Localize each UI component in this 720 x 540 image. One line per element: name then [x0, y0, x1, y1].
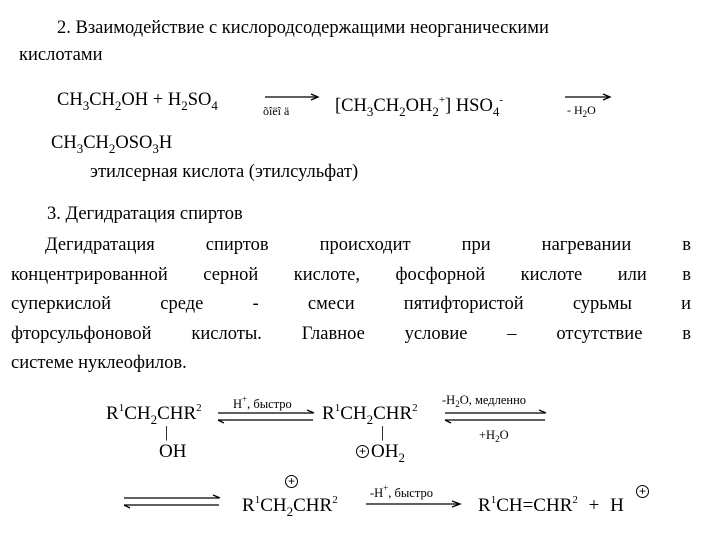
paragraph-line: Дегидратация спиртов происходит при нагревании в [45, 235, 691, 255]
step1-label: H+, быстро [233, 394, 292, 411]
equilibrium-arrow-1 [218, 410, 318, 426]
step2-label-top: $-H_2O$, медленно [442, 393, 527, 409]
paragraph-line: фторсульфоновой кислоты. Главное условие – отсутствие в [11, 323, 691, 344]
equilibrium-arrow-3 [124, 495, 224, 511]
scheme-alkene: $R^1CH=CHR^2 + H$ [478, 494, 624, 516]
equation-intermediate: $[CH_3CH_2OH_2^+]$ $HSO_4^-$ [335, 94, 503, 119]
scheme-oxonium: $R^1CH_2CHR^2$ [322, 402, 418, 427]
arrow-2-label: - $H_2O$ [567, 103, 596, 119]
paragraph-line: системе нуклеофилов. [11, 353, 187, 373]
arrow-1-label: õîëî ä [263, 104, 290, 118]
positive-charge-icon: + [356, 445, 369, 458]
section3-heading: 3. Дегидратация спиртов [47, 204, 243, 224]
section2-heading-line2: кислотами [19, 45, 103, 65]
product-formula: $CH_3CH_2OSO_3H$ [51, 133, 173, 156]
positive-charge-icon: + [285, 475, 298, 488]
scheme-oh2: $OH_2$ [371, 441, 405, 465]
paragraph-line: суперкислой среде - смеси пятифтористой сурьмы и [11, 294, 691, 314]
equation-reactants: $CH_3CH_2OH + H_2SO_4$ [57, 90, 218, 113]
reaction-arrow-3 [366, 501, 466, 511]
reaction-arrow-1 [265, 94, 325, 104]
scheme-carbocation: $R^1CH_2CHR^2$ [242, 494, 338, 519]
section3-paragraph [11, 231, 691, 379]
positive-charge-icon: + [636, 485, 649, 498]
product-name: этилсерная кислота (этилсульфат) [90, 162, 359, 182]
equilibrium-arrow-2 [445, 410, 550, 426]
step2-label-bottom: $+H_2O$ [479, 428, 509, 444]
oh2-bond: | [381, 424, 385, 441]
step3-label: -H+, быстро [370, 483, 433, 500]
paragraph-line: концентрированной серной кислоте, фосфорной кислоте или в [11, 264, 691, 285]
section2-heading-line1: 2. Взаимодействие с кислородсодержащими неорганическими [57, 18, 549, 38]
scheme-oh: OH [159, 441, 187, 462]
scheme-alcohol: $R^1CH_2CHR^2$ [106, 402, 202, 427]
oh-bond: | [165, 424, 169, 441]
